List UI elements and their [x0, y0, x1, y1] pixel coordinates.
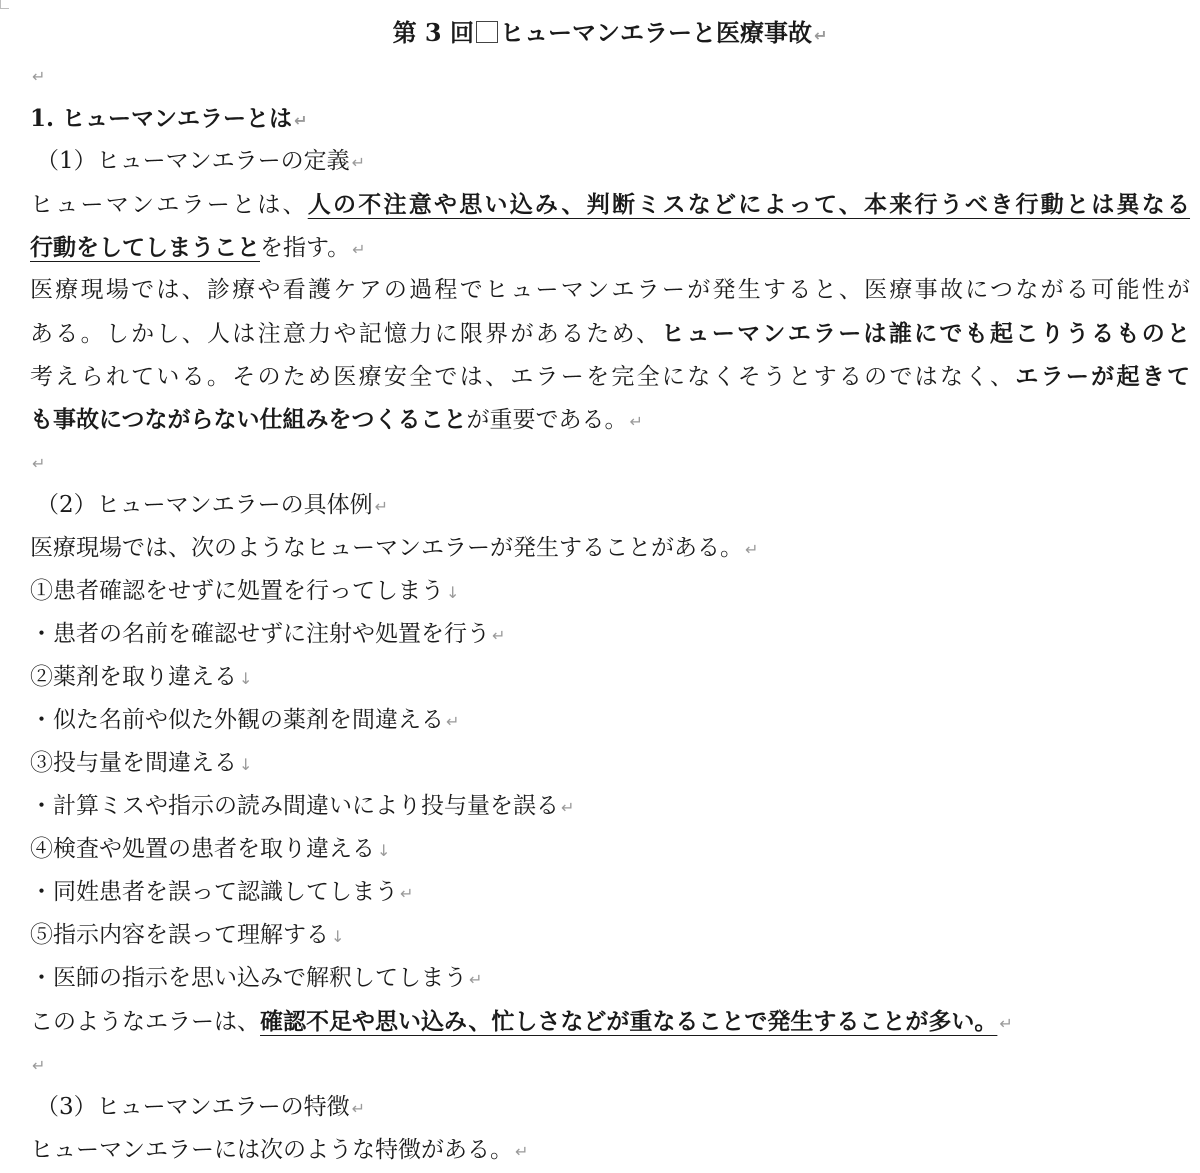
- emphasis-text: エラーが起きて: [1015, 363, 1191, 390]
- line-break-icon: ↓: [239, 669, 253, 688]
- paragraph-mark-icon: ↵: [32, 454, 46, 473]
- paragraph-mark-icon: ↵: [351, 1099, 366, 1118]
- line-break-icon: ↓: [239, 755, 253, 774]
- subsection-heading[interactable]: （2）ヒューマンエラーの具体例 ↵: [36, 492, 389, 518]
- paragraph-mark-icon: ↵: [515, 1142, 529, 1161]
- list-item-head[interactable]: ⑤指示内容を誤って理解する ↓: [30, 922, 345, 948]
- document-page: [30, 11, 1190, 1172]
- emphasis-text: 人の不注意や思い込み、判断ミスなどによって、本来行うべき行動とは異なる: [307, 191, 1191, 218]
- list-item-head[interactable]: ④検査や処置の患者を取り違える ↓: [30, 836, 391, 862]
- paragraph-mark-icon: ↵: [351, 153, 366, 172]
- line-break-icon: ↓: [377, 841, 391, 860]
- list-item-detail[interactable]: ・医師の指示を思い込みで解釈してしまう ↵: [30, 965, 483, 991]
- paragraph-mark-icon: ↵: [999, 1014, 1013, 1033]
- paragraph-mark-icon: ↵: [374, 497, 389, 516]
- paragraph-mark-icon: ↵: [32, 67, 46, 86]
- body-line[interactable]: このようなエラーは、確認不足や思い込み、忙しさなどが重なることで発生することが多い。 ↵: [30, 1008, 1013, 1035]
- subsection-heading[interactable]: （1）ヒューマンエラーの定義 ↵: [36, 148, 366, 174]
- paragraph-mark-icon: ↵: [492, 626, 506, 645]
- line-break-icon: ↓: [446, 583, 460, 602]
- list-item-head[interactable]: ②薬剤を取り違える ↓: [30, 664, 253, 690]
- line-break-icon: ↓: [331, 927, 345, 946]
- subsection-heading[interactable]: （3）ヒューマンエラーの特徴 ↵: [36, 1094, 366, 1120]
- body-line[interactable]: ヒューマンエラーとは、人の不注意や思い込み、判断ミスなどによって、本来行うべき行動とは異なる: [30, 191, 1191, 218]
- emphasis-text: 行動をしてしまうこと: [30, 234, 260, 261]
- emphasis-text: ヒューマンエラーは誰にでも起こりうるものと: [661, 320, 1191, 347]
- paragraph-mark-icon: ↵: [32, 1056, 46, 1075]
- paragraph-mark-icon: ↵: [561, 798, 575, 817]
- section-heading[interactable]: 1. ヒューマンエラーとは ↵: [30, 105, 308, 132]
- paragraph-mark-icon: ↵: [400, 884, 414, 903]
- page-corner-mark: [0, 0, 9, 9]
- emphasis-text: 確認不足や思い込み、忙しさなどが重なることで発生することが多い。: [260, 1008, 998, 1035]
- empty-paragraph[interactable]: [30, 54, 1190, 97]
- body-line[interactable]: ヒューマンエラーには次のような特徴がある。 ↵: [30, 1137, 529, 1163]
- list-item-detail[interactable]: ・似た名前や似た外観の薬剤を間違える ↵: [30, 707, 460, 733]
- list-item-detail[interactable]: ・患者の名前を確認せずに注射や処置を行う ↵: [30, 621, 506, 647]
- body-line[interactable]: も事故につながらない仕組みをつくることが重要である。 ↵: [30, 406, 643, 433]
- empty-paragraph[interactable]: [30, 1043, 1190, 1086]
- paragraph-mark-icon: ↵: [446, 712, 460, 731]
- paragraph-mark-icon: ↵: [469, 970, 483, 989]
- document-title[interactable]: 第 3 回 ヒューマンエラーと医療事故 ↵: [392, 18, 828, 47]
- list-item-detail[interactable]: ・計算ミスや指示の読み間違いにより投与量を誤る ↵: [30, 793, 575, 819]
- paragraph-mark-icon: ↵: [629, 412, 643, 431]
- body-line[interactable]: 医療現場では、次のようなヒューマンエラーが発生することがある。 ↵: [30, 535, 759, 561]
- paragraph-mark-icon: ↵: [814, 26, 828, 45]
- body-line[interactable]: 医療現場では、診療や看護ケアの過程でヒューマンエラーが発生すると、医療事故につながる可能性が: [30, 277, 1190, 303]
- emphasis-text: も事故につながらない仕組みをつくること: [30, 406, 467, 433]
- paragraph-mark-icon: ↵: [294, 111, 308, 130]
- empty-paragraph[interactable]: [30, 441, 1190, 484]
- placeholder-box-icon: [476, 21, 498, 43]
- list-item-head[interactable]: ③投与量を間違える ↓: [30, 750, 253, 776]
- body-line[interactable]: 行動をしてしまうことを指す。 ↵: [30, 234, 366, 261]
- list-item-detail[interactable]: ・同姓患者を誤って認識してしまう ↵: [30, 879, 414, 905]
- paragraph-mark-icon: ↵: [745, 540, 759, 559]
- list-item-head[interactable]: ①患者確認をせずに処置を行ってしまう ↓: [30, 578, 460, 604]
- body-line[interactable]: 考えられている。そのため医療安全では、エラーを完全になくそうとするのではなく、エラーが起きて: [30, 363, 1191, 390]
- paragraph-mark-icon: ↵: [352, 240, 366, 259]
- body-line[interactable]: ある。しかし、人は注意力や記憶力に限界があるため、ヒューマンエラーは誰にでも起こりうるものと: [30, 320, 1191, 347]
